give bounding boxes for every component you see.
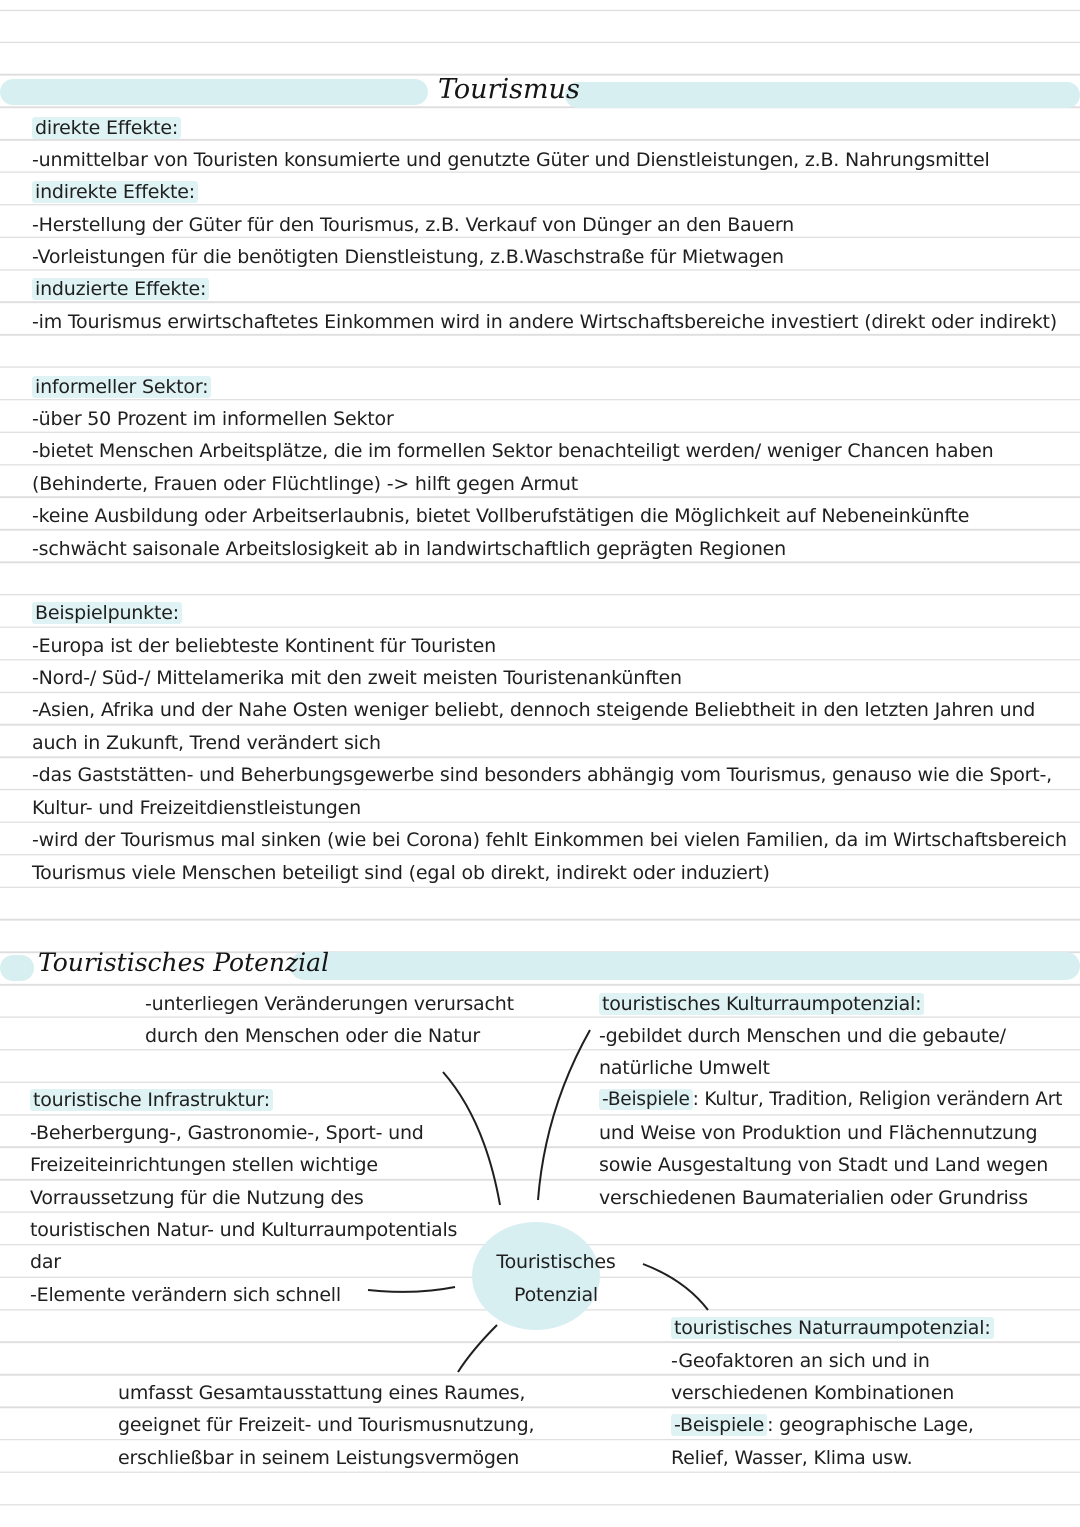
culture-potential-line-1: -gebildet durch Menschen und die gebaute/ [599,1025,1006,1047]
infrastructure-line-6: -Elemente verändern sich schnell [30,1284,341,1306]
connector-bottom [458,1325,497,1372]
informal-sector-line-3: (Behinderte, Frauen oder Flüchtlinge) -> hilft gegen Armut [32,473,579,495]
infrastructure-line-4: touristischen Natur- und Kulturraumpotentials [30,1219,458,1241]
informal-sector-line-5: -schwächt saisonale Arbeitslosigkeit ab in landwirtschaftlich geprägten Regionen [32,538,787,560]
infrastructure-line-2: Freizeiteinrichtungen stellen wichtige [30,1154,378,1176]
infrastructure-line-1: -Beherbergung-, Gastronomie-, Sport- und [30,1122,424,1144]
infrastructure-line-3: Vorraussetzung für die Nutzung des [30,1187,364,1209]
examples-line-1: -Europa ist der beliebteste Kontinent für Touristen [32,635,496,657]
connector-left [368,1287,455,1292]
center-label-1: Touristisches [496,1251,616,1273]
examples-line-2: -Nord-/ Süd-/ Mittelamerika mit den zweit meisten Touristenankünften [32,667,682,689]
examples-line-7: -wird der Tourismus mal sinken (wie bei Corona) fehlt Einkommen bei vielen Familien, da im Wirtschaftsbereich [32,829,1067,851]
direct-effects-line: -unmittelbar von Touristen konsumierte und genutzte Güter und Dienstleistungen, z.B. Nahrungsmittel [32,149,990,171]
nature-potential-heading: touristisches Naturraumpotenzial: [671,1312,994,1345]
informal-sector-line-2: -bietet Menschen Arbeitsplätze, die im formellen Sektor benachteiligt werden/ weniger Chancen haben [32,440,994,462]
informal-sector-heading: informeller Sektor: [32,371,211,404]
indirect-effects-heading: indirekte Effekte: [32,176,198,209]
connector-right [643,1264,708,1310]
connector-top-right [538,1030,590,1200]
informal-sector-line-4: -keine Ausbildung oder Arbeitserlaubnis, bietet Vollberufstätigen die Möglichkeit auf Nebeneinkünfte [32,505,970,527]
center-label-2: Potenzial [514,1284,598,1306]
induced-effects-line: -im Tourismus erwirtschaftetes Einkommen wird in andere Wirtschaftsbereiche investiert (direkt oder indirekt) [32,311,1057,333]
culture-potential-line-2: natürliche Umwelt [599,1057,770,1079]
connector-top-left [443,1072,500,1205]
indirect-effects-line-2: -Vorleistungen für die benötigten Dienstleistung, z.B.Waschstraße für Mietwagen [32,246,784,268]
culture-potential-line-4: und Weise von Produktion und Flächennutzung [599,1122,1038,1144]
infrastructure-heading: touristische Infrastruktur: [30,1084,273,1117]
examples-line-6: Kultur- und Freizeitdienstleistungen [32,797,361,819]
induced-effects-heading: induzierte Effekte: [32,273,209,306]
change-line-2: durch den Menschen oder die Natur [145,1025,480,1047]
section-title: Touristisches Potenzial [38,948,330,977]
culture-potential-heading: touristisches Kulturraumpotenzial: [599,988,924,1021]
examples-line-4: auch in Zukunft, Trend verändert sich [32,732,381,754]
scope-line-3: erschließbar in seinem Leistungsvermögen [118,1447,520,1469]
infrastructure-line-5: dar [30,1251,61,1273]
culture-potential-line-5: sowie Ausgestaltung von Stadt und Land wegen [599,1154,1049,1176]
change-line-1: -unterliegen Veränderungen verursacht [145,993,514,1015]
nature-potential-line-4: Relief, Wasser, Klima usw. [671,1447,913,1469]
culture-potential-line-3: -Beispiele : Kultur, Tradition, Religion verändern Art [599,1084,1062,1117]
nature-potential-line-2: verschiedenen Kombinationen [671,1382,955,1404]
examples-line-8: Tourismus viele Menschen beteiligt sind (egal ob direkt, indirekt oder induziert) [32,862,770,884]
direct-effects-heading: direkte Effekte: [32,112,181,145]
examples-heading: Beispielpunkte: [32,597,182,630]
scope-line-1: umfasst Gesamtausstattung eines Raumes, [118,1382,526,1404]
nature-potential-line-3: -Beispiele : geographische Lage, [671,1409,974,1442]
examples-line-3: -Asien, Afrika und der Nahe Osten weniger beliebt, dennoch steigende Beliebtheit in den letzten Jahren und [32,699,1036,721]
page-title: Tourismus [438,74,580,105]
informal-sector-line-1: -über 50 Prozent im informellen Sektor [32,408,394,430]
nature-potential-line-1: -Geofaktoren an sich und in [671,1350,930,1372]
scope-line-2: geeignet für Freizeit- und Tourismusnutzung, [118,1414,535,1436]
culture-potential-line-6: verschiedenen Baumaterialien oder Grundriss [599,1187,1028,1209]
examples-line-5: -das Gaststätten- und Beherbungsgewerbe sind besonders abhängig vom Tourismus, genauso wie die Sport-, [32,764,1053,786]
indirect-effects-line-1: -Herstellung der Güter für den Tourismus, z.B. Verkauf von Dünger an den Bauern [32,214,794,236]
